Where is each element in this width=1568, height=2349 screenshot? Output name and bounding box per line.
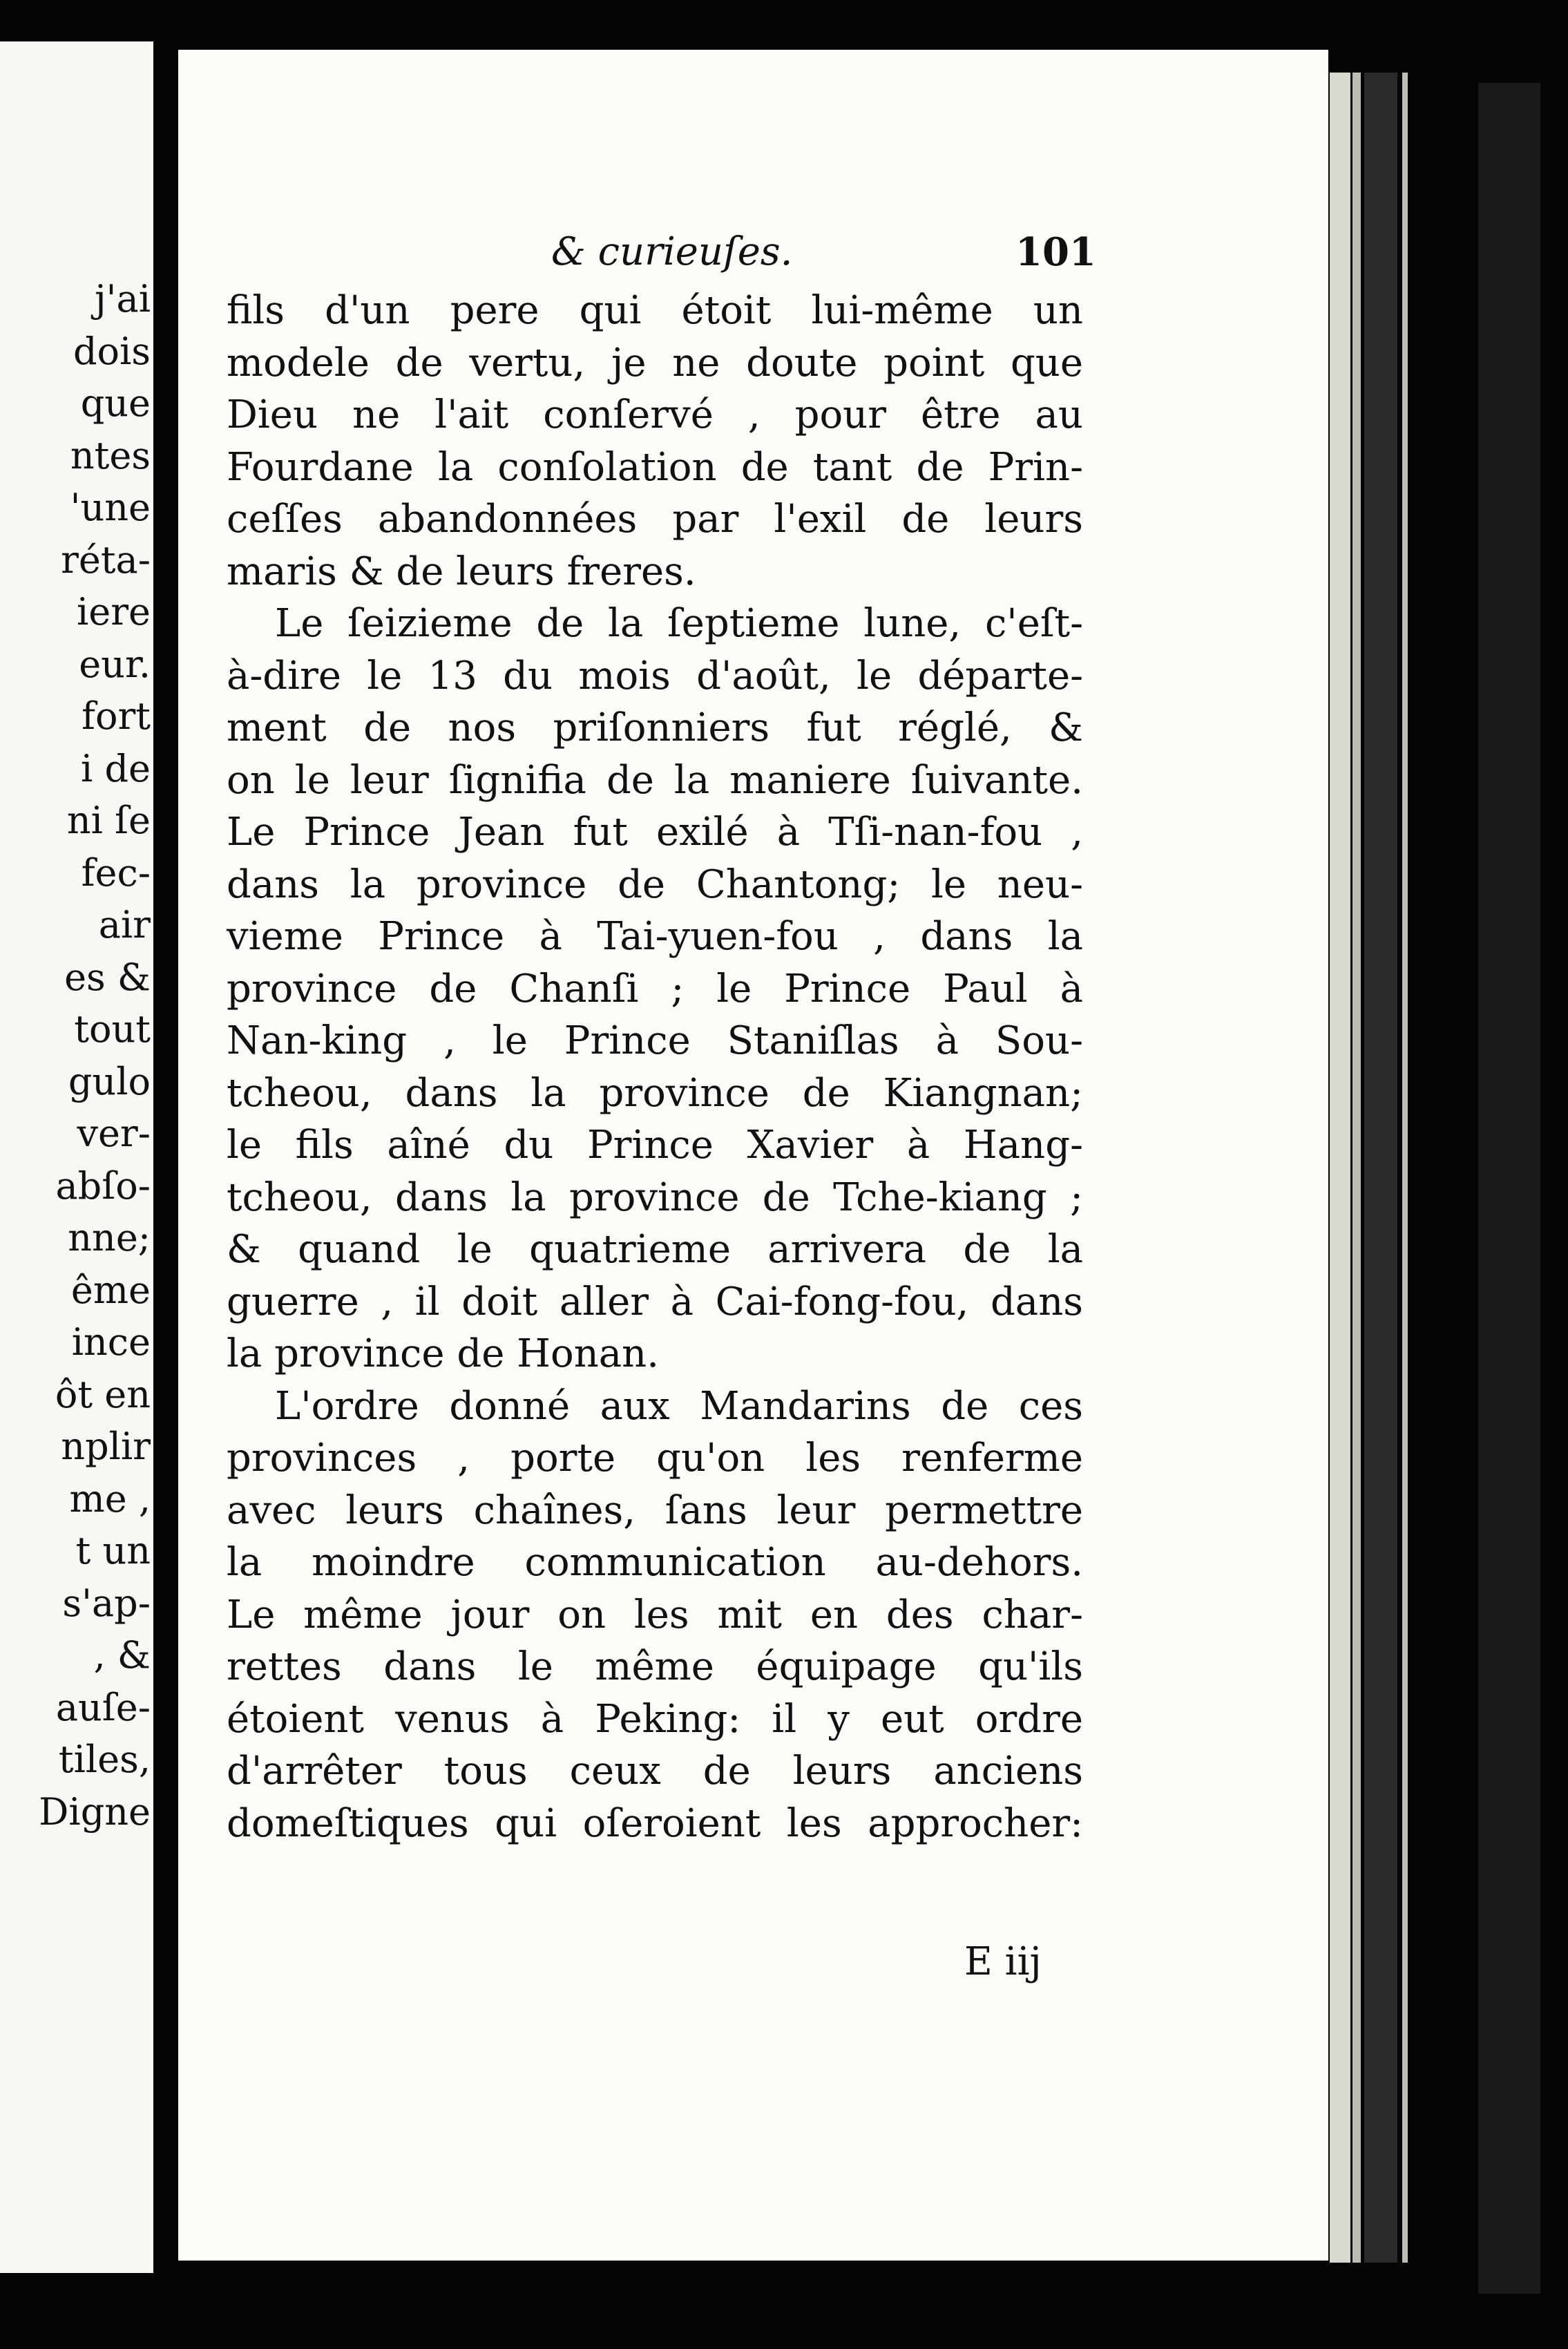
previous-page-line: fec- <box>81 850 151 895</box>
page-edge-shadow <box>1364 73 1397 2263</box>
text-line: fils d'un pere qui étoit lui-même un <box>227 288 1083 333</box>
previous-page-line: , & <box>93 1633 151 1677</box>
text-line: d'arrêter tous ceux de leurs anciens <box>227 1749 1083 1794</box>
previous-page-line: nplir <box>61 1425 151 1468</box>
text-line: Le ſeizieme de la ſeptieme lune, c'eſt- <box>275 601 1083 646</box>
previous-page-line: dois <box>73 329 151 373</box>
text-line: Dieu ne l'ait conſervé , pour être au <box>227 392 1083 437</box>
previous-page-line: tiles, <box>58 1738 151 1781</box>
previous-page-line: ni ſe <box>66 799 151 842</box>
page-edge <box>1402 73 1408 2263</box>
text-line: domeſtiques qui oſeroient les approcher: <box>227 1800 1083 1846</box>
previous-page-line: iere <box>77 590 151 634</box>
previous-page-line: air <box>98 903 151 947</box>
text-line: dans la province de Chantong; le neu- <box>227 862 1083 907</box>
text-line: ment de nos priſonniers fut réglé, & <box>227 705 1083 750</box>
previous-page-fragment <box>0 41 153 2273</box>
running-head: & curieuſes. <box>551 229 793 274</box>
previous-page-line: ntes <box>70 433 151 477</box>
previous-page-line: j'ai <box>94 277 151 321</box>
previous-page-line: abſo- <box>55 1163 151 1208</box>
page-edge <box>1352 73 1361 2263</box>
page-header <box>178 229 1328 292</box>
text-line: & quand le quatrieme arrivera de la <box>227 1227 1083 1272</box>
previous-page-line: réta- <box>61 538 151 582</box>
previous-page-line: que <box>80 381 151 425</box>
page-edge <box>1330 73 1350 2263</box>
body-text <box>227 285 1083 1849</box>
book-page <box>178 50 1328 2261</box>
signature-mark: E iij <box>964 1939 1042 1984</box>
previous-page-line: ver- <box>77 1112 151 1155</box>
text-line: maris & de leurs freres. <box>227 549 696 594</box>
previous-page-line: i de <box>81 746 151 790</box>
text-line: Fourdane la conſolation de tant de Prin- <box>227 444 1083 490</box>
text-line: Le même jour on les mit en des char- <box>227 1592 1083 1637</box>
page-number: 101 <box>1015 229 1096 275</box>
previous-page-line: auſe- <box>55 1685 151 1729</box>
previous-page-line: tout <box>74 1007 151 1051</box>
text-line: ceſſes abandonnées par l'exil de leurs <box>227 497 1083 542</box>
previous-page-line: s'ap- <box>62 1581 151 1625</box>
previous-page-line: ôt en <box>55 1372 151 1416</box>
previous-page-line: ince <box>71 1320 151 1364</box>
text-line: à-dire le 13 du mois d'août, le départe- <box>227 653 1083 698</box>
book-binding <box>1478 83 1540 2294</box>
text-line: tcheou, dans la province de Kiangnan; <box>227 1070 1083 1116</box>
text-line: rettes dans le même équipage qu'ils <box>227 1644 1083 1689</box>
text-line: étoient venus à Peking: il y eut ordre <box>227 1696 1083 1742</box>
text-line: le fils aîné du Prince Xavier à Hang- <box>227 1123 1083 1168</box>
text-line: Nan-king , le Prince Staniſlas à Sou- <box>227 1018 1083 1063</box>
previous-page-line: Digne <box>39 1789 151 1834</box>
text-line: L'ordre donné aux Mandarins de ces <box>275 1383 1083 1429</box>
previous-page-lines <box>39 273 151 1838</box>
previous-page-line: gulo <box>68 1059 151 1103</box>
previous-page-line: 'une <box>70 486 151 529</box>
text-line: province de Chanſi ; le Prince Paul à <box>227 966 1083 1011</box>
previous-page-line: t un <box>75 1529 151 1572</box>
previous-page-line: ême <box>70 1268 151 1312</box>
previous-page-line: eur. <box>79 642 151 686</box>
previous-page-line: es & <box>64 955 151 999</box>
text-line: vieme Prince à Tai-yuen-fou , dans la <box>227 914 1083 959</box>
text-line: guerre , il doit aller à Cai-fong-fou, dans <box>227 1279 1083 1324</box>
text-line: la province de Honan. <box>227 1331 660 1376</box>
previous-page-line: nne; <box>68 1216 151 1259</box>
text-line: la moindre communication au-dehors. <box>227 1540 1083 1585</box>
text-line: on le leur ſignifia de la maniere ſuivante. <box>227 757 1083 803</box>
text-line: provinces , porte qu'on les renferme <box>227 1436 1083 1481</box>
text-line: avec leurs chaînes, ſans leur permettre <box>227 1487 1083 1533</box>
previous-page-line: fort <box>81 694 151 738</box>
text-line: modele de vertu, je ne doute point que <box>227 340 1083 386</box>
text-line: Le Prince Jean fut exilé à Tſi-nan-fou , <box>227 810 1083 855</box>
text-line: tcheou, dans la province de Tche-kiang ; <box>227 1174 1083 1220</box>
previous-page-line: me , <box>69 1476 151 1521</box>
